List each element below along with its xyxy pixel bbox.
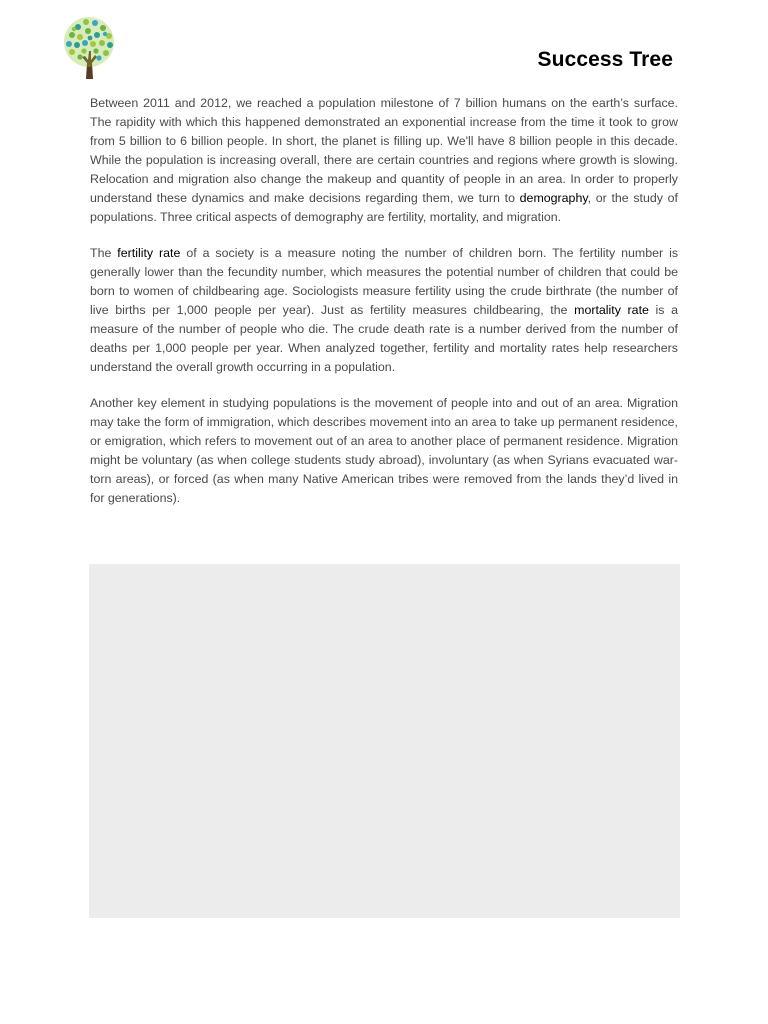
term-mortality-rate: mortality rate <box>574 303 649 317</box>
paragraph-demography <box>90 94 678 227</box>
article-body <box>90 94 678 525</box>
paragraph-text: Between 2011 and 2012, we reached a population milestone of 7 billion humans on the earth’s surface. The rapidity with which this happened demonstrated an exponential increase from the time it took to grow from 5 billion to 6 billion people. In short, the planet is filling up. We'll have 8 billion people in this decade. While the population is increasing overall, there are certain countries and regions where growth is slowing. Relocation and migration also change the makeup and quantity of people in an area. In order to properly understand these dynamics and make decisions regarding them, we turn to <box>90 96 678 205</box>
paragraph-migration <box>90 394 678 508</box>
paragraph-text: of a society is a measure noting the number of children born. The fertility number is generally lower than the fecundity number, which measures the potential number of children that could be born to women of childbearing age. Sociologists measure fertility using the crude birthrate (the number of live births per 1,000 people per year). Just as fertility measures childbearing, the <box>90 246 679 317</box>
term-fertility-rate: fertility rate <box>117 246 181 260</box>
paragraph-text: , or the study of populations. Three critical aspects of demography are fertility, mortality, and migration. <box>90 191 678 224</box>
paragraph-fertility-mortality <box>90 244 678 377</box>
paragraph-text: The <box>90 246 118 260</box>
image-placeholder <box>89 564 680 918</box>
paragraph-text: is a measure of the number of people who die. The crude death rate is a number derived from the number of deaths per 1,000 people per year. When analyzed together, fertility and mortality rates help researchers understand the overall growth occurring in a population. <box>90 303 678 374</box>
page-title: Success Tree <box>537 48 673 71</box>
term-demography: demography <box>519 191 588 205</box>
paragraph-text: Another key element in studying populations is the movement of people into and out of an area. Migration may take the form of immigration, which describes movement into an area to take up permanent residence, or emigration, which refers to movement out of an area to another place of permanent residence. Migration might be voluntary (as when college students study abroad), involuntary (as when Syrians evacuated war-torn areas), or forced (as when many Native American tribes were removed from the lands they’d lived in for generations). <box>90 396 678 505</box>
tree-icon <box>60 15 118 81</box>
